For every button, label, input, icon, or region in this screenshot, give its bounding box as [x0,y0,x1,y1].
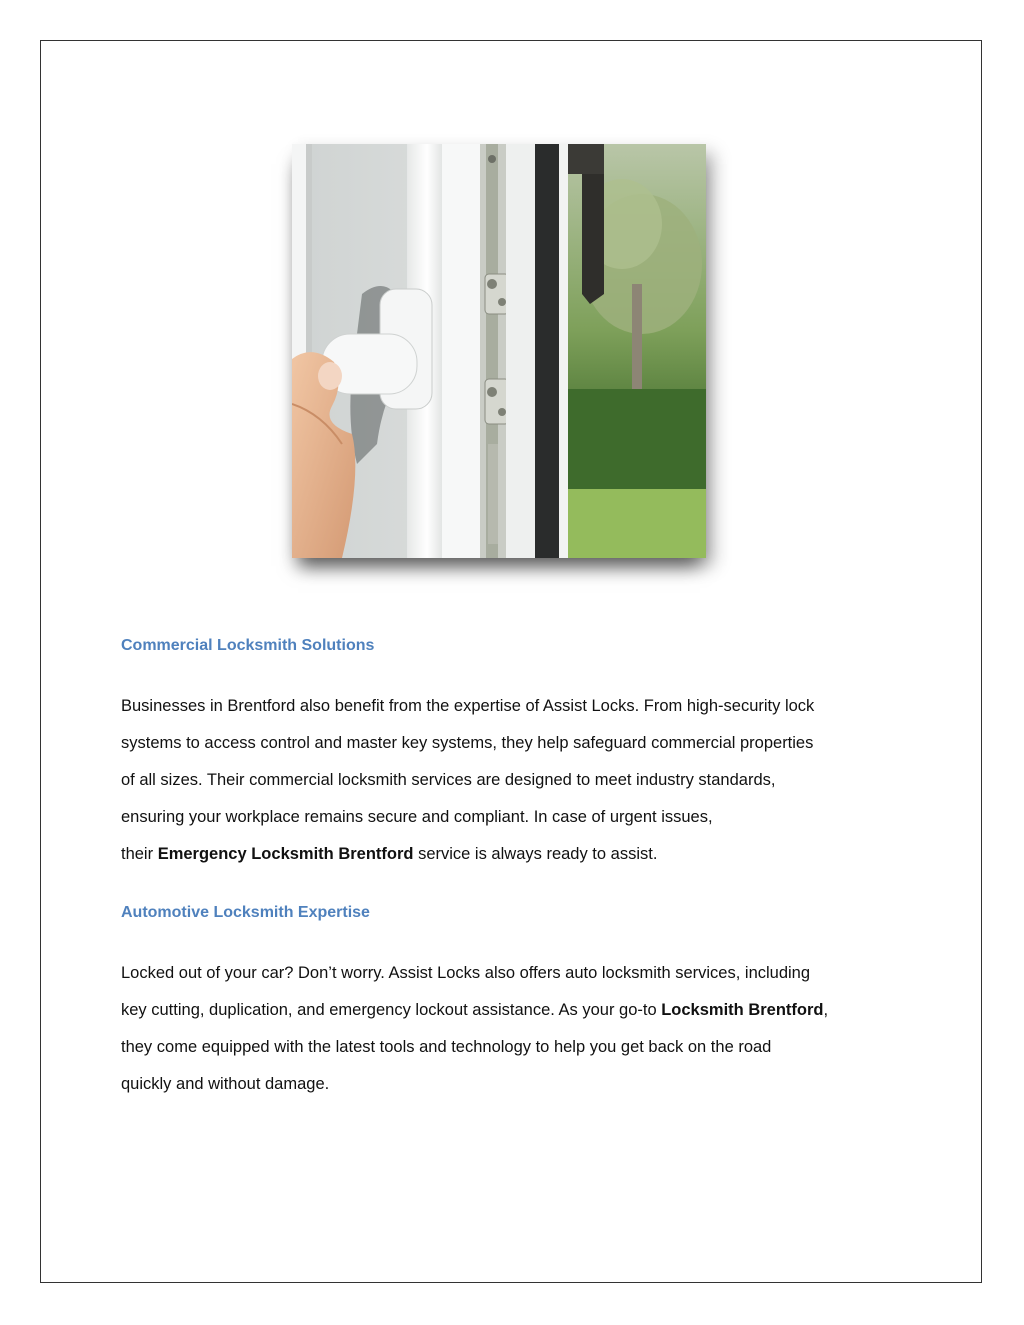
emergency-locksmith-keyword: Emergency Locksmith Brentford [157,845,414,863]
paragraph-line: they come equipped with the latest tools and technology to help you get back on the road [121,1038,772,1056]
paragraph-line: systems to access control and master key systems, they help safeguard commercial properties [121,734,814,752]
section-paragraph-automotive [121,955,911,1103]
section-paragraph-commercial [121,688,911,873]
paragraph-line: Businesses in Brentford also benefit from the expertise of Assist Locks. From high-security lock [121,697,815,715]
paragraph-line: Locked out of your car? Don’t worry. Assist Locks also offers auto locksmith services, including [121,964,811,982]
paragraph-line: key cutting, duplication, and emergency lockout assistance. As your go-to Locksmith Brentford, [121,1001,829,1019]
paragraph-line: their Emergency Locksmith Brentford service is always ready to assist. [121,845,658,863]
section-heading-automotive: Automotive Locksmith Expertise [121,904,370,921]
paragraph-line: of all sizes. Their commercial locksmith services are designed to meet industry standards, [121,771,776,789]
section-heading-commercial: Commercial Locksmith Solutions [121,637,375,654]
paragraph-line: ensuring your workplace remains secure and compliant. In case of urgent issues, [121,808,713,826]
locksmith-brentford-keyword: Locksmith Brentford [661,1001,824,1019]
hand-turning-window-handle-photo [292,144,706,558]
paragraph-line: quickly and without damage. [121,1075,330,1093]
